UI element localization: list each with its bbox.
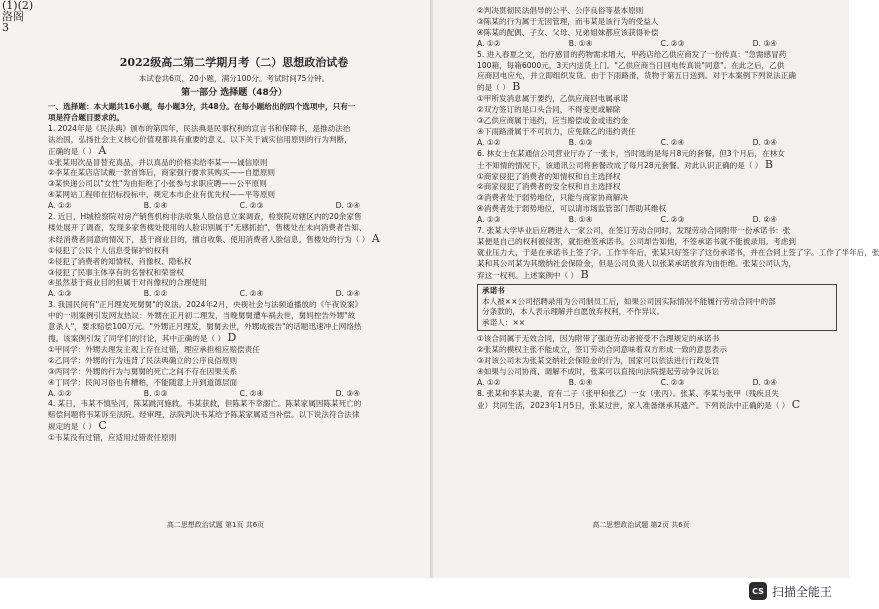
q1-choices — [48, 201, 420, 212]
q7-stem: 7. 张某大学毕业后应聘进入一家公司，在签订劳动合同时，发现劳动合同附带一份承诺书：张 — [477, 226, 791, 236]
q5-choices — [477, 138, 837, 149]
choice-a: A. ①③ — [477, 215, 501, 225]
q5-stem-text: 的是（ ） — [477, 83, 510, 93]
q3-stem-text: 搜。该案例引发了同学们的讨论，其中正确的是（ ） — [48, 334, 226, 343]
q2-option: ④虽然基于商业目的但属于对肖像权的合理使用 — [48, 278, 207, 288]
choice-a: A. ①② — [48, 388, 72, 398]
box-line: 本人被××公司招聘录用为公司制员工后，如果公司因实际情况不能履行劳动合同中的部 — [482, 296, 776, 306]
choice-b: B. ①③ — [568, 137, 593, 147]
q4-option: ②判决贯彻民法倡导的公平、公序良俗等基本原则 — [477, 6, 644, 15]
choice-c: C. ②③ — [660, 215, 685, 225]
q6-stem-text: 士不知情的情况下，该通讯公司将套餐改成了每月28元套餐。对此认识正确的是（ ） — [477, 160, 763, 170]
q2-option: ③侵犯了民事主体享有的名誉权和荣誉权 — [48, 267, 184, 277]
choice-a: A. ①③ — [48, 289, 72, 299]
scanner-watermark — [749, 581, 832, 601]
box-line: 分条款的，本人表示理解并自愿放弃权利，不作异议。 — [482, 307, 665, 317]
q5-option: ③乙供应商属于违约，应当赔偿或金或违约金 — [477, 116, 629, 126]
q7-option: ①该合同属于无效合同，因为附带了强迫劳动者接受不合理规定的承诺书 — [477, 334, 720, 344]
choice-d: D. ③④ — [335, 201, 360, 211]
box-title: 承诺书 — [482, 285, 505, 295]
q2-stem: 2. 近日，H城检察院对房产销售机构非法收集人脸信息立案调查，检察院对辖区内的20余家售 — [48, 212, 362, 222]
choice-c: C. ②③ — [660, 38, 685, 48]
choice-a: A. ①② — [477, 38, 501, 48]
q7-option: ③对该公司未为张某交纳社会保险金的行为，国家可以依法进行行政处罚 — [477, 356, 720, 366]
q4-stem: 赔偿问题将韦某诉至法院。经审理，法院判决韦某给予陈某家属适当补偿。以下说法符合法律 — [48, 410, 360, 420]
q7-choices — [477, 378, 837, 389]
q3-option: ②乙同学：外甥的行为违背了民法典确立的公序良俗原则 — [48, 355, 238, 365]
choice-d: D. ③④ — [752, 377, 777, 387]
q1-stem-text: 正确的是（ ） — [48, 146, 96, 156]
q8-stem-text: 业）共同生活，2023年1月5日，张某过世，家人准备继承其遗产。下列说法中正确的是（ ） — [477, 400, 790, 410]
q1-stem: 法治国，弘扬社会主义核心价值观都具有重要的意义。以下关于诚实信用原则的行为判断， — [48, 134, 352, 144]
q8-handwritten-answer: C — [791, 397, 801, 411]
choice-c: C. ②④ — [239, 289, 264, 299]
q5-option: ④下雨路滑属于不可抗力，应免除乙的违约责任 — [477, 126, 636, 136]
choice-d: D. ③④ — [752, 137, 777, 147]
q3-choices — [48, 389, 420, 400]
exam-subtitle: 本试卷共6页，20小题，满分100分。考试时间75分钟。 — [138, 74, 330, 83]
choice-a: A. ①② — [477, 137, 501, 147]
q5-option: ②双方签订的是口头合同，不得变更或解除 — [477, 105, 621, 115]
box-line: 承诺人：×× — [482, 318, 526, 328]
choice-c: C. ②③ — [239, 201, 264, 211]
choice-b: B. ①② — [143, 289, 168, 299]
handwriting-line: 洛阁 — [2, 10, 24, 23]
q8-stem — [477, 397, 837, 412]
q2-stem-text: 未经消费者同意的情况下，基于商业目的，擅自收集、使用消费者人脸信息。售楼处的行为（ ） — [48, 234, 370, 244]
q3-handwritten-answer: D — [227, 331, 237, 344]
choice-b: B. ①④ — [568, 38, 593, 48]
q3-option: ④丁同学：民间习俗也有糟粕，不能随意上升到道德层面 — [48, 377, 238, 387]
q2-choices — [48, 289, 420, 300]
right-column — [477, 6, 879, 412]
q4-option: ④陈某的配偶、子女、父母、兄弟姐妹都应该获得补偿 — [477, 27, 659, 37]
q8-stem: 8. 张某和李某夫妻，育有二子（张甲和张乙）一女（张丙）。张某、李某与张甲（残疾且失 — [477, 388, 780, 398]
q7-option: ②张某的模权主张不能成立，签订劳动合同意味着双方形成一致的意思表示 — [477, 345, 727, 355]
q4-stem: 4. 某日，韦某不慎坠河，陈某跳河施救。韦某获救，但陈某不幸溺亡。陈某家属因陈某死亡的 — [48, 399, 362, 409]
choice-b: B. ①④ — [143, 201, 168, 211]
q3-option: ①甲同学：外甥去理发主观上存在过错，理应承担相应赔偿责任 — [48, 344, 260, 354]
left-page — [0, 0, 431, 578]
handwriting-line: (1)(2) — [2, 0, 34, 12]
choice-d: D. ③④ — [335, 289, 360, 299]
handwriting-line: 3 — [2, 21, 9, 34]
choice-d: D. ②④ — [752, 215, 777, 225]
q1-option: ④某网站工程师在招标投标中，规定本市企业有优先权——平等原则 — [48, 190, 276, 200]
q6-choices — [477, 215, 837, 226]
q4-stem — [48, 421, 420, 433]
q7-handwritten-answer: B — [580, 267, 589, 281]
choice-d: D. ③④ — [752, 38, 777, 48]
choice-b: B. ①④ — [568, 215, 593, 225]
right-page — [433, 0, 879, 578]
q4-handwritten-answer: C — [98, 419, 107, 433]
q2-stem: 楼处展开了调查，发现多家售楼处使用的人脸识别属于"无感抓拍"，售楼处在未向消费者告知、 — [48, 222, 367, 232]
q5-option: ①甲所发消息属于要约，乙供应商回电属承诺 — [477, 94, 629, 104]
q5-stem: 5. 进入春夏之交，治疗感冒的药物需求增大，甲药店给乙供应商发了一份传真："急需感冒药 — [477, 49, 787, 59]
q3-stem: 3. 我国民间有"正月理发死舅舅"的说法。2024年2月，央视社会与法频道播放的《午夜说案》 — [48, 300, 363, 310]
q6-option: ④消费者处于弱势地位，可以请市场监管部门帮助其维权 — [477, 204, 667, 214]
q1-stem: 1. 2024年是《民法典》颁布的第四年，民法典是民事权利的宣言书和保障书，是推动法治 — [48, 123, 351, 133]
camscanner-logo-icon: CS — [749, 582, 767, 600]
instructions-line: 项是符合题目要求的。 — [48, 112, 124, 122]
q6-option: ①商家侵犯了消费者的知情权和自主选择权 — [477, 171, 621, 181]
exam-title: 2022级高二第二学期月考（二）思想政治试卷 — [119, 56, 349, 69]
q5-handwritten-answer: B — [512, 80, 521, 94]
q7-stem: 某便是自己的权利被侵害，就拒绝签承诺书。公司却告知他，不签承诺书就不能被录用。考虑到 — [477, 236, 796, 246]
q7-stem: 某和其公司某为其缴纳社会保险金，但是公司负责人以张某承诺放弃为由拒绝。张某公司认为， — [477, 258, 796, 268]
choice-a: A. ①② — [48, 201, 72, 211]
q5-stem — [477, 82, 837, 94]
choice-d: D. ③④ — [335, 388, 360, 398]
instructions-line: 一、选择题：本大题共16小题，每小题3分，共48分。在每小题给出的四个选项中，只有一 — [48, 102, 356, 111]
choice-c: C. ②③ — [660, 377, 685, 387]
choice-c: C. ②④ — [660, 137, 685, 147]
part-heading: 第一部分 选择题（48分） — [181, 88, 287, 98]
choice-b: B. ①④ — [568, 377, 593, 387]
choice-b: B. ①③ — [143, 388, 168, 398]
commitment-letter-box — [477, 284, 837, 332]
q2-handwritten-answer: A — [371, 231, 380, 245]
q1-option: ①张某用次品冒替充真品，并以真品的价格卖给李某——诚信原则 — [48, 157, 268, 167]
q6-option: ②商家侵犯了消费者的安全权和自主选择权 — [477, 182, 621, 192]
q7-stem-text: 弃这一权利。上述案例中（ ） — [477, 270, 579, 280]
q6-stem: 6. 林女士在某通信公司营业厅办了一张卡，当时选的是每月8元的套餐，但3个月后，在林女 — [477, 148, 785, 158]
q3-stem: 中的一则案例引发网友热议：外甥在正月初二理发，当晚舅舅遭车祸去世，舅妈控告外甥"故 — [48, 311, 356, 321]
q1-stem — [48, 143, 420, 158]
q3-stem: 意杀人"，要求赔偿100万元。"外甥正月理发，舅舅去世，外甥成被告"的话题迅速冲上网络热 — [48, 322, 362, 332]
choice-a: A. ①② — [477, 377, 501, 387]
page-footer: 高二思想政治试题 第1页 共6页 — [166, 521, 265, 529]
q6-stem — [477, 157, 837, 172]
q1-handwritten-answer: A — [98, 143, 107, 157]
q2-stem — [48, 231, 420, 246]
q7-stem — [477, 267, 837, 282]
q1-option: ②李某在某店店试戴一款首饰后，商家强行要求其购买——自愿原则 — [48, 168, 276, 178]
q5-stem: 应商回电应允，并立即组织发货。由于下雨路滑，货物于第五日送到。对于本案例下列说法正确 — [477, 71, 796, 81]
q4-option: ③陈某的行为属于无因管理，而韦某是该行为的受益人 — [477, 16, 659, 26]
q3-stem — [48, 333, 420, 345]
left-column — [48, 6, 420, 444]
q4-choices — [477, 39, 837, 50]
q1-option: ③某快递公司以"女性"为由拒绝了小张参与求职应聘——公平原则 — [48, 179, 267, 189]
q7-option: ④如果与公司协商、调解不成时，张某可以直接向法院提起劳动争议诉讼 — [477, 366, 720, 376]
q6-handwritten-answer: B — [764, 157, 773, 171]
q6-option: ③消费者处于弱势地位，只能与商家协商解决 — [477, 193, 629, 203]
scanner-label: 扫描全能王 — [772, 584, 833, 599]
q4-option: ①韦某没有过错，应适用过错责任原则 — [48, 433, 177, 443]
q5-stem: 100箱，每箱6000元，3天内送货上门。"乙供应商当日回电传真说"同意"。在此之后，乙供 — [477, 60, 785, 70]
q7-stem: 就业压力大，于是在承诺书上签了字。工作半年后，张某只好签字了这份承诺书，并在合同上签了字。工作了半年后，张 — [477, 247, 879, 257]
q4-stem-text: 规定的是（ ） — [48, 422, 96, 432]
choice-c: C. ②④ — [239, 388, 264, 398]
q3-option: ③丙同学：外甥的行为与舅舅的死亡之间不存在因果关系 — [48, 366, 238, 376]
page-footer: 高二思想政治试题 第2页 共6页 — [592, 521, 690, 529]
q2-option: ②侵犯了消费者的知情权、肖像权、隐私权 — [48, 256, 192, 266]
q2-option: ①侵犯了公民个人信息受保护的权利 — [48, 245, 169, 255]
handwritten-notes — [2, 0, 33, 33]
